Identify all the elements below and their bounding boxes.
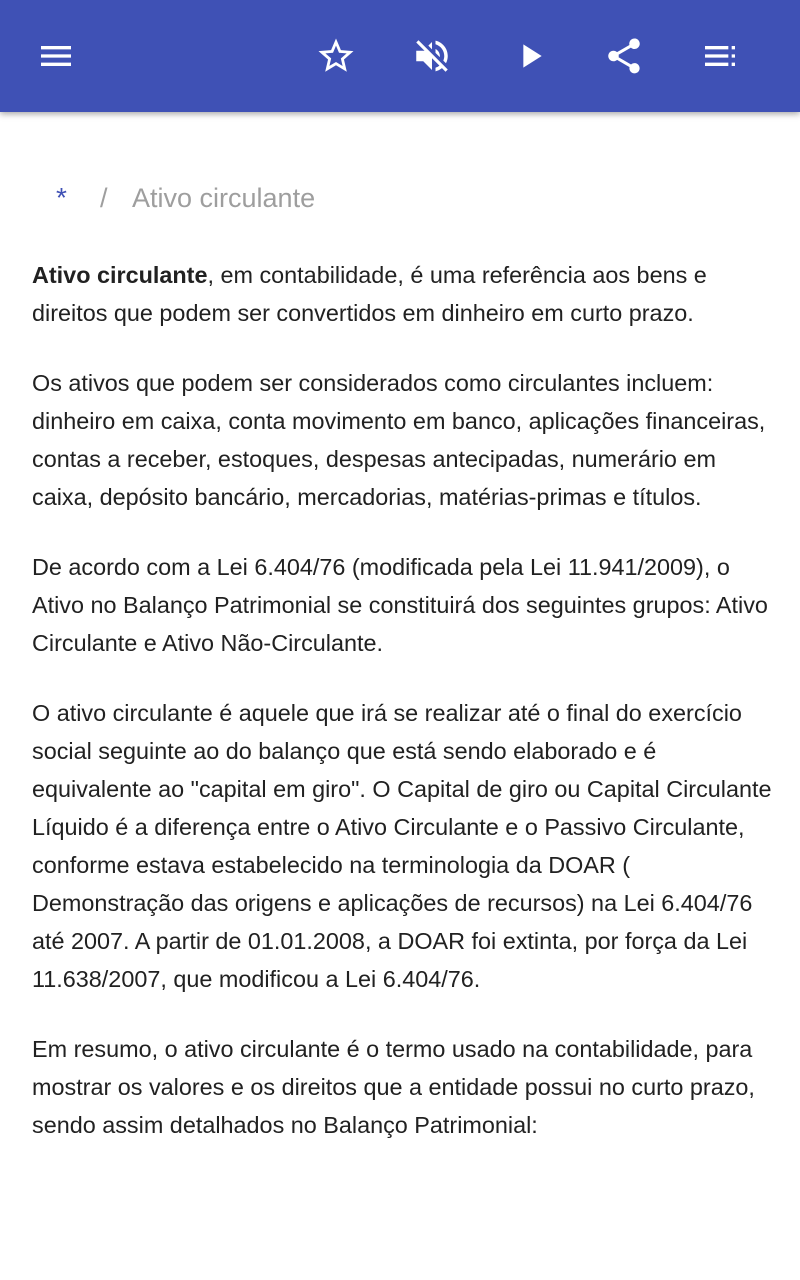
breadcrumb-separator: / [100,182,108,213]
paragraph-intro-text: , em contabilidade, é uma referência aos bens e direitos que podem ser convertidos em dinheiro em curto prazo. [32,262,707,326]
favorite-button[interactable] [308,28,364,84]
paragraph-definition: O ativo circulante é aquele que irá se realizar até o final do exercício social seguinte ao do balanço que está sendo elaborado e é equivalente ao "capital em giro". O Capital de giro ou Capital Circulante Líquido é a diferença entre o Ativo Circulante e o Passivo Circulante, conforme estava estabelecido na terminologia da DOAR ( Demonstração das origens e aplicações de recursos) na Lei 6.404/76 até 2007. A partir de 01.01.2008, a DOAR foi extinta, por força da Lei 11.638/2007, que modificou a Lei 6.404/76. [32,700,772,992]
play-button[interactable] [502,28,558,84]
breadcrumb-home-link[interactable]: * [56,182,67,213]
mute-button[interactable] [404,28,460,84]
menu-icon [36,36,76,76]
app-bar [0,0,800,112]
share-icon [603,35,645,77]
article-title-term: Ativo circulante [32,262,208,288]
menu-button[interactable] [28,28,84,84]
breadcrumb [56,178,315,218]
article-body [32,256,772,1176]
paragraph-law: De acordo com a Lei 6.404/76 (modificada pela Lei 11.941/2009), o Ativo no Balanço Patrimonial se constituirá dos seguintes grupos: Ativo Circulante e Ativo Não-Circulante. [32,554,768,656]
paragraph-assets-list: Os ativos que podem ser considerados como circulantes incluem: dinheiro em caixa, conta movimento em banco, aplicações financeiras, contas a receber, estoques, despesas antecipadas, numerário em caixa, depósito bancário, mercadorias, matérias-primas e títulos. [32,370,766,510]
list-icon [700,36,740,76]
breadcrumb-current: Ativo circulante [132,182,316,213]
paragraph-summary: Em resumo, o ativo circulante é o termo usado na contabilidade, para mostrar os valores e os direitos que a entidade possui no curto prazo, sendo assim detalhados no Balanço Patrimonial: [32,1036,755,1138]
article-content[interactable] [0,112,800,1280]
star-outline-icon [315,35,357,77]
paragraph-intro [32,256,772,332]
contents-button[interactable] [692,28,748,84]
volume-off-icon [411,35,453,77]
play-icon [510,36,550,76]
share-button[interactable] [596,28,652,84]
